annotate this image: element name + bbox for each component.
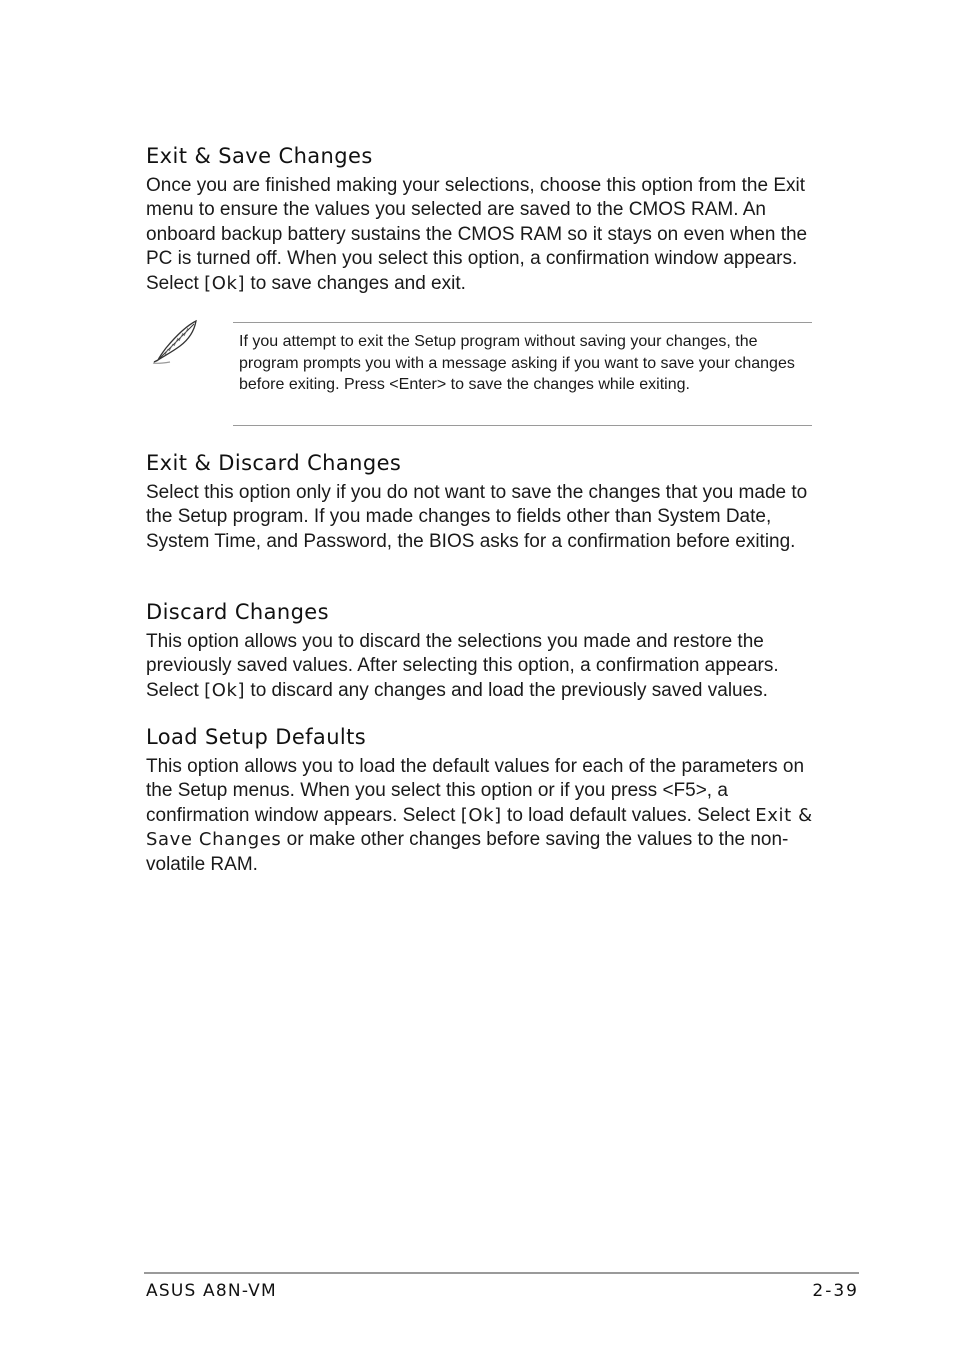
load-defaults-text-1: This option allows you to load the default values for each of the parameters on the Setup menus. When you select this option or if you press <F5>, a confirmation window appears. Select: [146, 756, 805, 826]
note-box: [233, 322, 812, 426]
ok-option-label: [Ok]: [204, 272, 246, 294]
load-defaults-section: [146, 725, 816, 877]
exit-save-description: [146, 174, 816, 296]
load-defaults-text-3: or make other changes before saving the values to the non-volatile RAM.: [146, 829, 789, 875]
discard-text-2: to discard any changes and load the previously saved values.: [245, 679, 768, 701]
pencil-feather-icon: [150, 318, 202, 368]
exit-save-heading: Exit & Save Changes: [146, 144, 373, 168]
exit-save-text-1: Once you are finished making your selections, choose this option from the Exit menu to ensure the values you selected are saved to the CMOS RAM. An onboard backup battery sustains the CMOS RAM so it stays on even when the PC is turned off. When you select this option, a confirmation window appears. Select: [146, 175, 808, 294]
note-text: If you attempt to exit the Setup program without saving your changes, the program prompts you with a message asking if you want to save your changes before exiting. Press <Enter> to save the changes while exiting.: [239, 333, 795, 393]
exit-save-option-label: Exit & Save Changes: [146, 804, 813, 851]
discard-section: [146, 600, 816, 703]
ok-option-label: [Ok]: [460, 804, 502, 826]
discard-text-1: This option allows you to discard the selections you made and restore the previously saved values. After selecting this option, a confirmation appears. Select: [146, 631, 779, 701]
discard-heading: Discard Changes: [146, 600, 329, 624]
discard-description: [146, 630, 816, 703]
exit-save-text-2: to save changes and exit.: [245, 272, 466, 294]
exit-discard-description: Select this option only if you do not want to save the changes that you made to the Setup program. If you made changes to fields other than System Date, System Time, and Password, the BIOS asks for a confirmation before exiting.: [146, 482, 808, 552]
footer-page-number: 2-39: [812, 1281, 859, 1301]
exit-discard-section: [146, 451, 816, 554]
exit-save-section: [146, 144, 816, 296]
load-defaults-description: [146, 755, 816, 877]
ok-option-label: [Ok]: [204, 679, 246, 701]
load-defaults-heading: Load Setup Defaults: [146, 725, 367, 749]
footer-divider: [144, 1272, 859, 1274]
load-defaults-text-2: to load default values. Select: [501, 804, 756, 826]
footer-product-name: ASUS A8N-VM: [146, 1281, 277, 1301]
exit-discard-heading: Exit & Discard Changes: [146, 451, 402, 475]
